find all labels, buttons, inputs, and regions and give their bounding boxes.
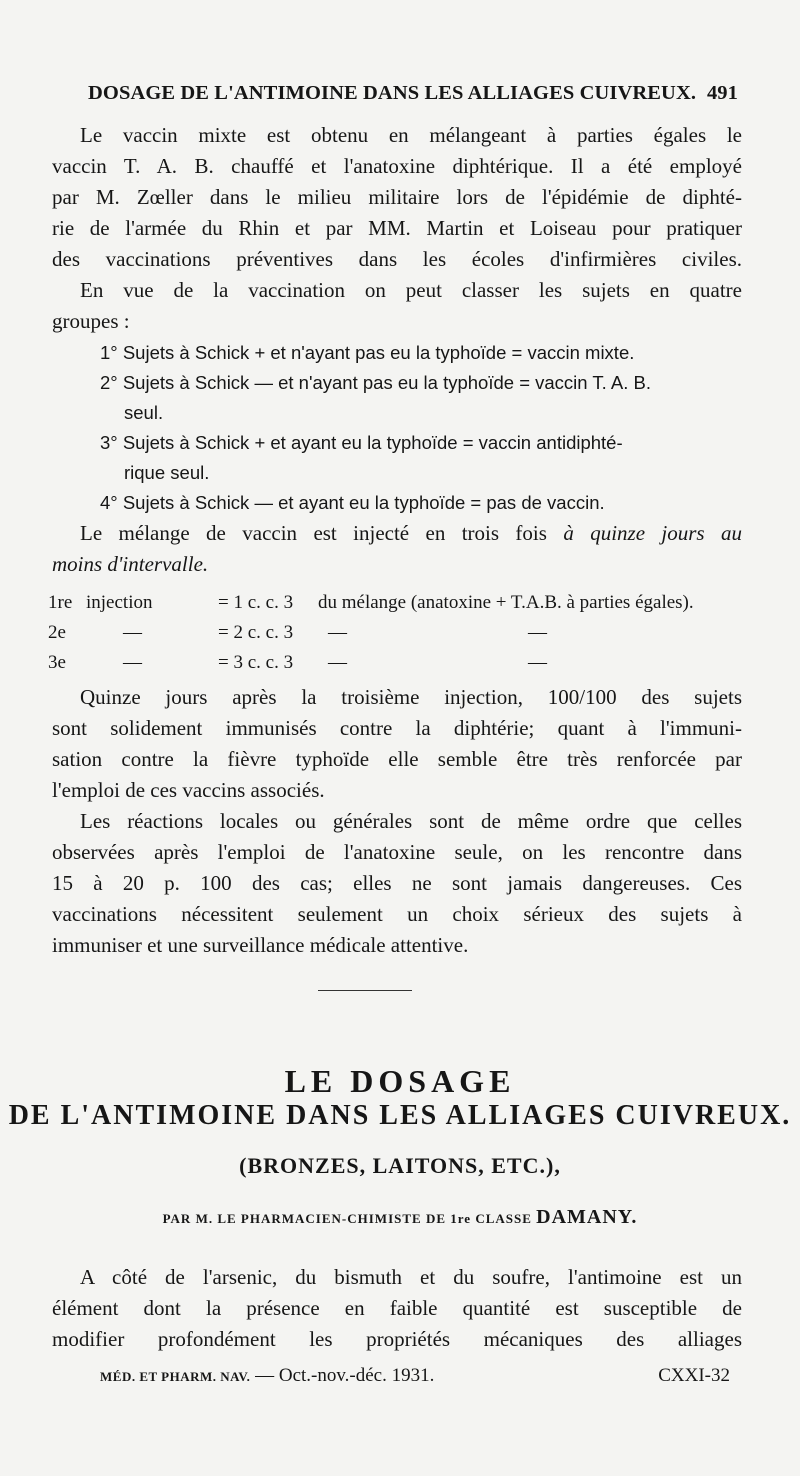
paragraph-quinze-jours [52, 682, 742, 806]
page-footer [100, 1365, 730, 1387]
issue-date: — Oct.-nov.-déc. 1931. [255, 1365, 435, 1386]
ditto-mark: — [328, 622, 347, 643]
ditto-mark: — [123, 622, 142, 643]
italic-text: à quinze jours au [563, 521, 742, 545]
page-number: 491 [706, 82, 738, 104]
text-line: En vue de la vaccination on peut classer les sujets en quatre [80, 278, 742, 302]
text-line: vaccin T. A. B. chauffé et l'anatoxine diphtérique. Il a été employé [52, 154, 742, 178]
list-item: 2° Sujets à Schick — et n'ayant pas eu la typhoïde = vaccin T. A. B. [100, 372, 651, 393]
paragraph-antimoine [52, 1262, 742, 1355]
author-name: DAMANY. [536, 1206, 638, 1228]
list-item: 3° Sujets à Schick + et ayant eu la typhoïde = vaccin antidiphté- [100, 432, 623, 453]
injection-content: du mélange (anatoxine + T.A.B. à parties égales). [318, 592, 694, 613]
text-line: vaccinations nécessitent seulement un choix sérieux des sujets à [52, 902, 742, 926]
article-subtitle-parenthetical: (BRONZES, LAITONS, ETC.), [239, 1153, 561, 1178]
text-line: observées après l'emploi de l'anatoxine seule, on les rencontre dans [52, 840, 742, 864]
article-title: LE DOSAGE [284, 1063, 516, 1099]
text-line: modifier profondément les propriétés mécaniques des alliages [52, 1327, 742, 1351]
paragraph-reactions [52, 806, 742, 961]
journal-name: MÉD. ET PHARM. NAV. [100, 1369, 251, 1384]
signature-code: CXXI-32 [658, 1365, 730, 1386]
text-line: 15 à 20 p. 100 des cas; elles ne sont jamais dangereuses. Ces [52, 871, 742, 895]
text-line [52, 549, 742, 580]
article-subtitle: DE L'ANTIMOINE DANS LES ALLIAGES CUIVREUX. [8, 1100, 792, 1131]
table-row [48, 588, 738, 618]
byline [0, 1206, 800, 1229]
injection-number: 3e [48, 652, 66, 673]
groups-list [100, 338, 740, 518]
list-item: 1° Sujets à Schick + et n'ayant pas eu la typhoïde = vaccin mixte. [100, 342, 635, 363]
text-span: Le mélange de vaccin est injecté en trois fois [80, 521, 564, 545]
injection-number: 1re [48, 592, 73, 613]
injections-table [48, 588, 738, 678]
section-divider [318, 990, 412, 991]
text-line: rie de l'armée du Rhin et par MM. Martin et Loiseau pour pratiquer [52, 216, 742, 240]
table-row [48, 618, 738, 648]
text-line: Quinze jours après la troisième injection, 100/100 des sujets [80, 685, 742, 709]
running-header [88, 82, 738, 105]
ditto-mark: — [328, 652, 347, 673]
paragraph-groupes [52, 275, 742, 337]
injection-number: 2e [48, 622, 66, 643]
list-item: 4° Sujets à Schick — et ayant eu la typhoïde = pas de vaccin. [100, 492, 605, 513]
ditto-mark: — [123, 652, 142, 673]
italic-text: moins d'intervalle. [52, 552, 209, 576]
text-line [52, 518, 742, 549]
paragraph-vaccin-mixte [52, 120, 742, 275]
text-line: Les réactions locales ou générales sont de même ordre que celles [80, 809, 742, 833]
injection-dose: = 1 c. c. 3 [218, 592, 294, 613]
text-line: immuniser et une surveillance médicale attentive. [52, 933, 469, 957]
text-line: sation contre la fièvre typhoïde elle semble être très renforcée par [52, 747, 742, 771]
text-line: sont solidement immunisés contre la diphtérie; quant à l'immuni- [52, 716, 742, 740]
table-row [48, 648, 738, 678]
text-line: par M. Zœller dans le milieu militaire lors de l'épidémie de diphté- [52, 185, 742, 209]
text-line: élément dont la présence en faible quantité est susceptible de [52, 1296, 742, 1320]
list-item-continuation: rique seul. [124, 462, 210, 483]
injection-dose: = 3 c. c. 3 [218, 652, 294, 673]
text-line: groupes : [52, 309, 130, 333]
text-line: des vaccinations préventives dans les écoles d'infirmières civiles. [52, 247, 742, 271]
injection-label: injection [86, 592, 153, 613]
byline-prefix: PAR M. LE PHARMACIEN-CHIMISTE DE 1re CLASSE [162, 1211, 532, 1226]
injection-dose: = 2 c. c. 3 [218, 622, 294, 643]
list-item-continuation: seul. [124, 402, 164, 423]
paragraph-melange [52, 518, 742, 580]
ditto-mark: — [528, 622, 547, 643]
text-line: A côté de l'arsenic, du bismuth et du soufre, l'antimoine est un [80, 1265, 742, 1289]
ditto-mark: — [528, 652, 547, 673]
header-title: DOSAGE DE L'ANTIMOINE DANS LES ALLIAGES CUIVREUX. [88, 82, 697, 104]
text-line: l'emploi de ces vaccins associés. [52, 778, 325, 802]
text-line: Le vaccin mixte est obtenu en mélangeant à parties égales le [80, 123, 742, 147]
